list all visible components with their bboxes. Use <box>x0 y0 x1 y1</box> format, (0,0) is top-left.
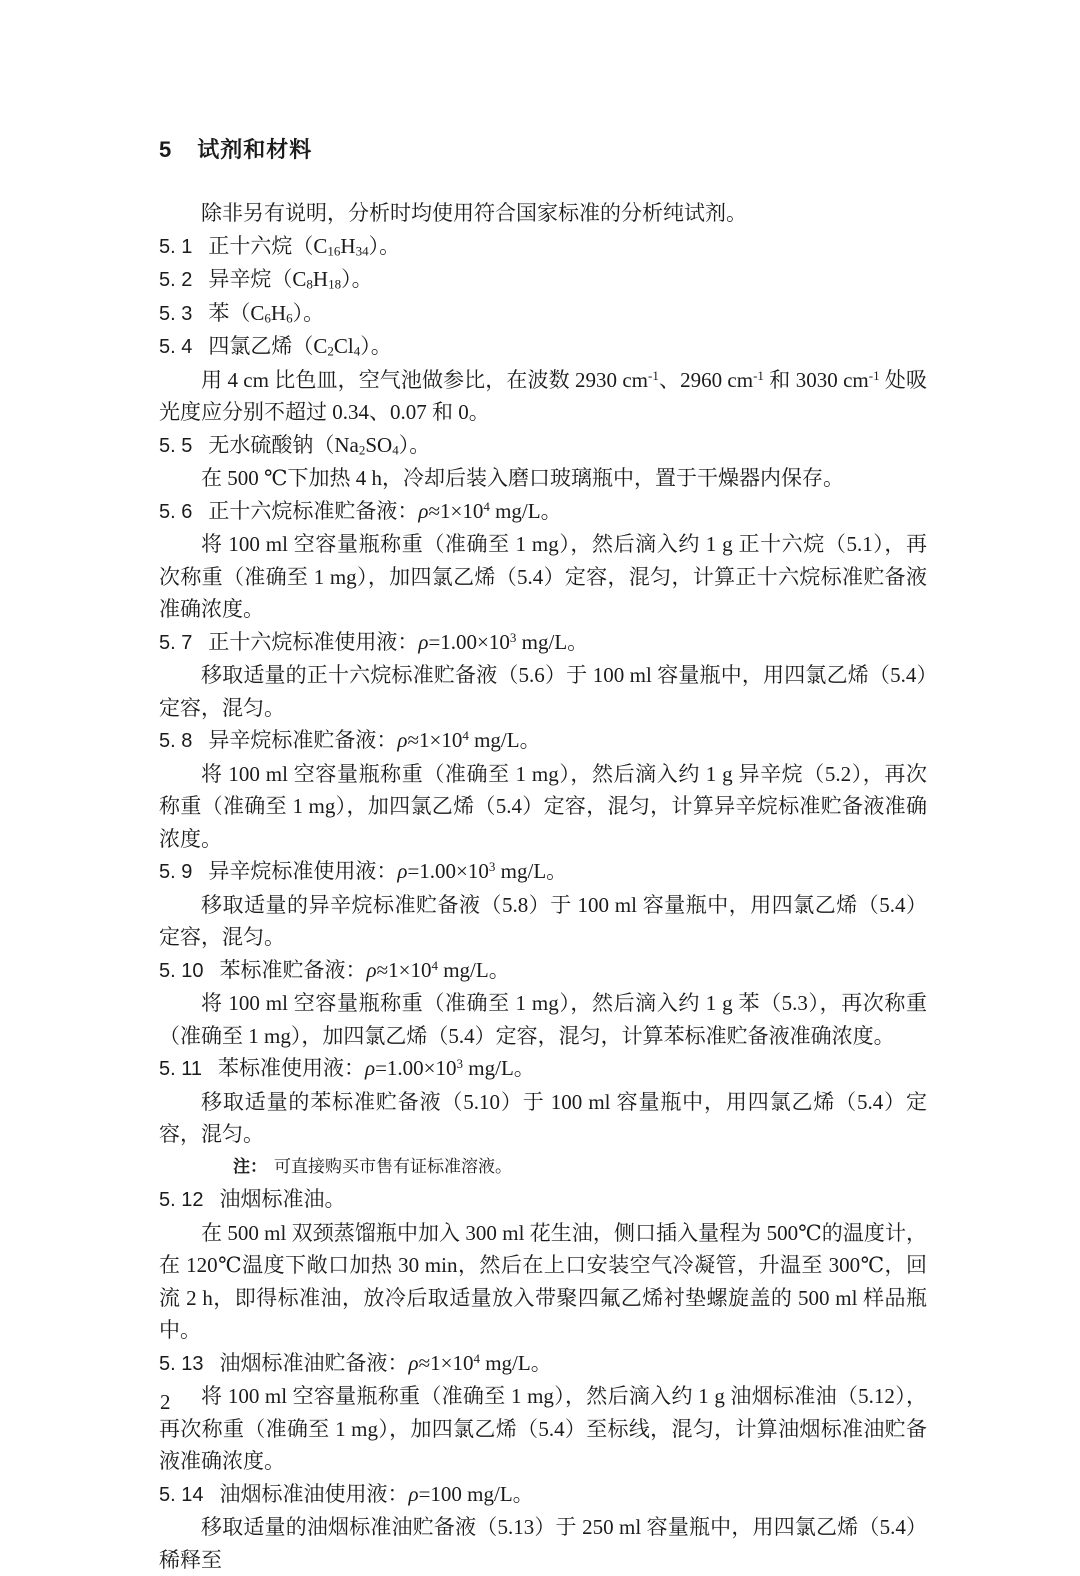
clause-number: 5. 6 <box>159 500 193 523</box>
clause-title: 苯$(C_6H_6)$。 <box>208 300 325 325</box>
document-body <box>159 197 927 1576</box>
clause-title: 油烟标准油贮备液：$\rho\approx 1\times 10^4$ mg/L。 <box>219 1350 552 1375</box>
clause-number: 5. 11 <box>159 1058 202 1080</box>
clause-title: 油烟标准油使用液：ρ=100 mg/L。 <box>219 1481 534 1506</box>
body-paragraph: 移取适量的正十六烷标准贮备液（5.6）于 100 ml 容量瓶中，用四氯乙烯（5.4）定容，混匀。 <box>159 663 927 720</box>
body-paragraph: 除非另有说明，分析时均使用符合国家标准的分析纯试剂。 <box>201 201 747 225</box>
clause-line <box>159 954 927 988</box>
clause-number: 5. 13 <box>159 1352 204 1375</box>
clause-title: 异辛烷标准使用液：$\rho=1.00\times 10^3$ mg/L。 <box>208 858 568 883</box>
clause-number: 5. 5 <box>159 434 193 457</box>
clause-title: 无水硫酸钠$(Na_2SO_4)$。 <box>208 432 431 457</box>
body-paragraph: 移取适量的油烟标准油贮备液（5.13）于 250 ml 容量瓶中，用四氯乙烯（5.4）稀释至 <box>159 1515 927 1572</box>
clause-number: 5. 10 <box>159 959 204 982</box>
page-number: 2 <box>160 1390 171 1414</box>
body-paragraph: 在 500 ℃下加热 4 h，冷却后装入磨口玻璃瓶中，置于干燥器内保存。 <box>201 466 844 490</box>
clause-title: 油烟标准油。 <box>219 1187 346 1211</box>
clause-number: 5. 7 <box>159 631 193 654</box>
section-heading <box>159 133 927 166</box>
clause-line <box>159 495 927 529</box>
body-paragraph: 用 4 cm 比色皿，空气池做参比，在波数 2930 $cm^{-1}$、2960 $cm^{-1}$ 和 3030 $cm^{-1}$ 处吸光度应分别不超过 0.34、0.07 和 0。 <box>159 367 928 424</box>
body-paragraph: 将 100 ml 空容量瓶称重（准确至 1 mg），然后滴入约 1 g 油烟标准油（5.12），再次称重（准确至 1 mg），加四氯乙烯（5.4）至标线，混匀，计算油烟标准油贮备液准确浓度。 <box>159 1384 927 1473</box>
clause-title: 异辛烷$(C_8H_{18})$。 <box>208 267 373 292</box>
page-body <box>159 133 927 1576</box>
clause-line <box>159 1052 927 1086</box>
clause-line <box>159 429 927 463</box>
clause-line <box>159 230 927 264</box>
body-paragraph: 将 100 ml 空容量瓶称重（准确至 1 mg），然后滴入约 1 g 异辛烷（5.2），再次称重（准确至 1 mg），加四氯乙烯（5.4）定容，混匀，计算异辛烷标准贮备液准确浓度。 <box>159 761 927 851</box>
body-paragraph: 将 100 ml 空容量瓶称重（准确至 1 mg），然后滴入约 1 g 正十六烷（5.1），再次称重（准确至 1 mg），加四氯乙烯（5.4）定容，混匀，计算正十六烷标准贮备液准确浓度。 <box>159 532 927 621</box>
clause-number: 5. 2 <box>159 269 193 291</box>
section-title: 试剂和材料 <box>197 137 313 162</box>
clause-number: 5. 3 <box>159 302 193 325</box>
body-paragraph: 移取适量的异辛烷标准贮备液（5.8）于 100 ml 容量瓶中，用四氯乙烯（5.4）定容，混匀。 <box>159 892 927 949</box>
note-line <box>159 1151 927 1184</box>
clause-line <box>159 724 927 758</box>
clause-title: 四氯乙烯$(C_2Cl_4)$。 <box>208 334 392 359</box>
clause-number: 5. 9 <box>159 861 193 883</box>
clause-number: 5. 1 <box>159 235 193 258</box>
section-number: 5 <box>159 137 172 162</box>
clause-number: 5. 4 <box>159 336 193 358</box>
clause-title: 正十六烷标准贮备液：$\rho\approx 1\times 10^4$ mg/L。 <box>208 498 562 523</box>
clause-line <box>159 297 927 331</box>
clause-title: 苯标准使用液：$\rho=1.00\times 10^3$ mg/L。 <box>218 1055 535 1080</box>
clause-number: 5. 12 <box>159 1189 204 1211</box>
note-text: 可直接购买市售有证标准溶液。 <box>274 1156 512 1176</box>
body-paragraph: 将 100 ml 空容量瓶称重（准确至 1 mg），然后滴入约 1 g 苯（5.3），再次称重（准确至 1 mg），加四氯乙烯（5.4）定容，混匀，计算苯标准贮备液准确浓度。 <box>159 991 927 1048</box>
clause-title: 正十六烷$(C_{16}H_{34})$。 <box>208 233 401 258</box>
body-paragraph: 移取适量的苯标准贮备液（5.10）于 100 ml 容量瓶中，用四氯乙烯（5.4）定容，混匀。 <box>159 1089 927 1146</box>
clause-title: 异辛烷标准贮备液：$\rho\approx 1\times 10^4$ mg/L。 <box>208 727 541 752</box>
clause-line <box>159 1183 927 1217</box>
clause-title: 苯标准贮备液：$\rho\approx 1\times 10^4$ mg/L。 <box>219 957 510 982</box>
clause-number: 5. 8 <box>159 730 193 752</box>
clause-number: 5. 14 <box>159 1483 204 1506</box>
clause-line <box>159 1347 927 1381</box>
clause-line <box>159 330 927 364</box>
clause-line <box>159 1478 927 1512</box>
clause-line <box>159 626 927 660</box>
clause-line <box>159 263 927 297</box>
note-label: 注： <box>233 1156 267 1176</box>
clause-line <box>159 855 927 889</box>
clause-title: 正十六烷标准使用液：$\rho=1.00\times 10^3$ mg/L。 <box>208 629 589 654</box>
body-paragraph: 在 500 ml 双颈蒸馏瓶中加入 300 ml 花生油，侧口插入量程为 500℃的温度计，在 120℃温度下敞口加热 30 min，然后在上口安装空气冷凝管，升温至 300℃，回流 2 h，即得标准油，放冷后取适量放入带聚四氟乙烯衬垫螺旋盖的 500 ml 样品瓶中。 <box>159 1220 927 1342</box>
